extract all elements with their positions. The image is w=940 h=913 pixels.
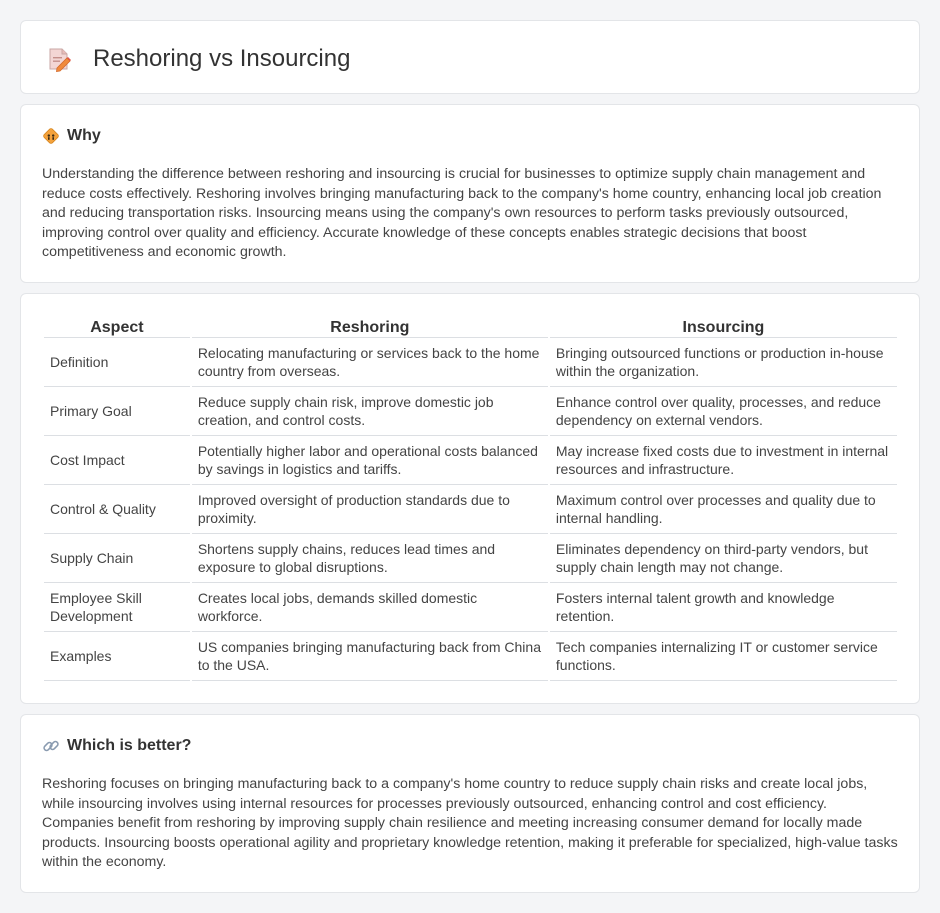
reshoring-cell: Potentially higher labor and operational costs balanced by savings in logistics and tariffs. <box>192 436 548 485</box>
better-header <box>42 737 191 755</box>
reshoring-cell: Improved oversight of production standards due to proximity. <box>192 485 548 534</box>
why-title: Why <box>67 127 101 144</box>
insourcing-cell: Maximum control over processes and quality due to internal handling. <box>550 485 897 534</box>
why-header <box>42 127 101 145</box>
table-header-row <box>44 316 897 338</box>
comparison-table <box>42 316 899 681</box>
better-body: Reshoring focuses on bringing manufacturing back to a company's home country to reduce supply chain risks and create local jobs, while insourcing involves using internal resources for processes previously outsourced, enhancing control and cost efficiency. Companies benefit from reshoring by improving supply chain resilience and meeting increasing consumer demand for locally made products. Insourcing boosts operational agility and proprietary knowledge retention, making it preferable for specialized, high-value tasks within the economy. <box>42 776 898 871</box>
link-icon <box>42 737 60 755</box>
document-pencil-icon <box>46 46 72 72</box>
aspect-cell: Cost Impact <box>44 436 190 485</box>
insourcing-cell: Bringing outsourced functions or production in-house within the organization. <box>550 338 897 387</box>
table-row <box>44 387 897 436</box>
page-title: Reshoring vs Insourcing <box>93 45 351 72</box>
reshoring-cell: Creates local jobs, demands skilled domestic workforce. <box>192 583 548 632</box>
better-title: Which is better? <box>67 737 192 754</box>
reshoring-cell: Relocating manufacturing or services back to the home country from overseas. <box>192 338 548 387</box>
header-reshoring: Reshoring <box>192 316 548 338</box>
which-better-section <box>20 714 920 893</box>
table-row <box>44 534 897 583</box>
insourcing-cell: Tech companies internalizing IT or customer service functions. <box>550 632 897 681</box>
why-body: Understanding the difference between reshoring and insourcing is crucial for businesses to optimize supply chain management and reduce costs effectively. Reshoring involves bringing manufacturing back to the company's home country, enhancing local job creation and reducing transportation risks. Insourcing means using the company's own resources to perform tasks previously outsourced, improving control over quality and efficiency. Accurate knowledge of these concepts enables strategic decisions that boost competitiveness and economic growth. <box>42 166 882 261</box>
reshoring-cell: Reduce supply chain risk, improve domestic job creation, and control costs. <box>192 387 548 436</box>
insourcing-cell: Enhance control over quality, processes, and reduce dependency on external vendors. <box>550 387 897 436</box>
comparison-section <box>20 293 920 704</box>
aspect-cell: Primary Goal <box>44 387 190 436</box>
aspect-cell: Examples <box>44 632 190 681</box>
aspect-cell: Control & Quality <box>44 485 190 534</box>
table-row <box>44 583 897 632</box>
title-row <box>46 45 350 73</box>
insourcing-cell: May increase fixed costs due to investment in internal resources and infrastructure. <box>550 436 897 485</box>
aspect-cell: Supply Chain <box>44 534 190 583</box>
title-card <box>20 20 920 94</box>
table-row <box>44 436 897 485</box>
header-insourcing: Insourcing <box>550 316 897 338</box>
insourcing-cell: Fosters internal talent growth and knowledge retention. <box>550 583 897 632</box>
table-row <box>44 485 897 534</box>
why-section <box>20 104 920 283</box>
aspect-cell: Employee Skill Development <box>44 583 190 632</box>
aspect-cell: Definition <box>44 338 190 387</box>
reshoring-cell: Shortens supply chains, reduces lead times and exposure to global disruptions. <box>192 534 548 583</box>
header-aspect: Aspect <box>44 316 190 338</box>
table-row <box>44 632 897 681</box>
reshoring-cell: US companies bringing manufacturing back from China to the USA. <box>192 632 548 681</box>
diamond-sign-icon <box>42 127 60 145</box>
table-row <box>44 338 897 387</box>
insourcing-cell: Eliminates dependency on third-party vendors, but supply chain length may not change. <box>550 534 897 583</box>
